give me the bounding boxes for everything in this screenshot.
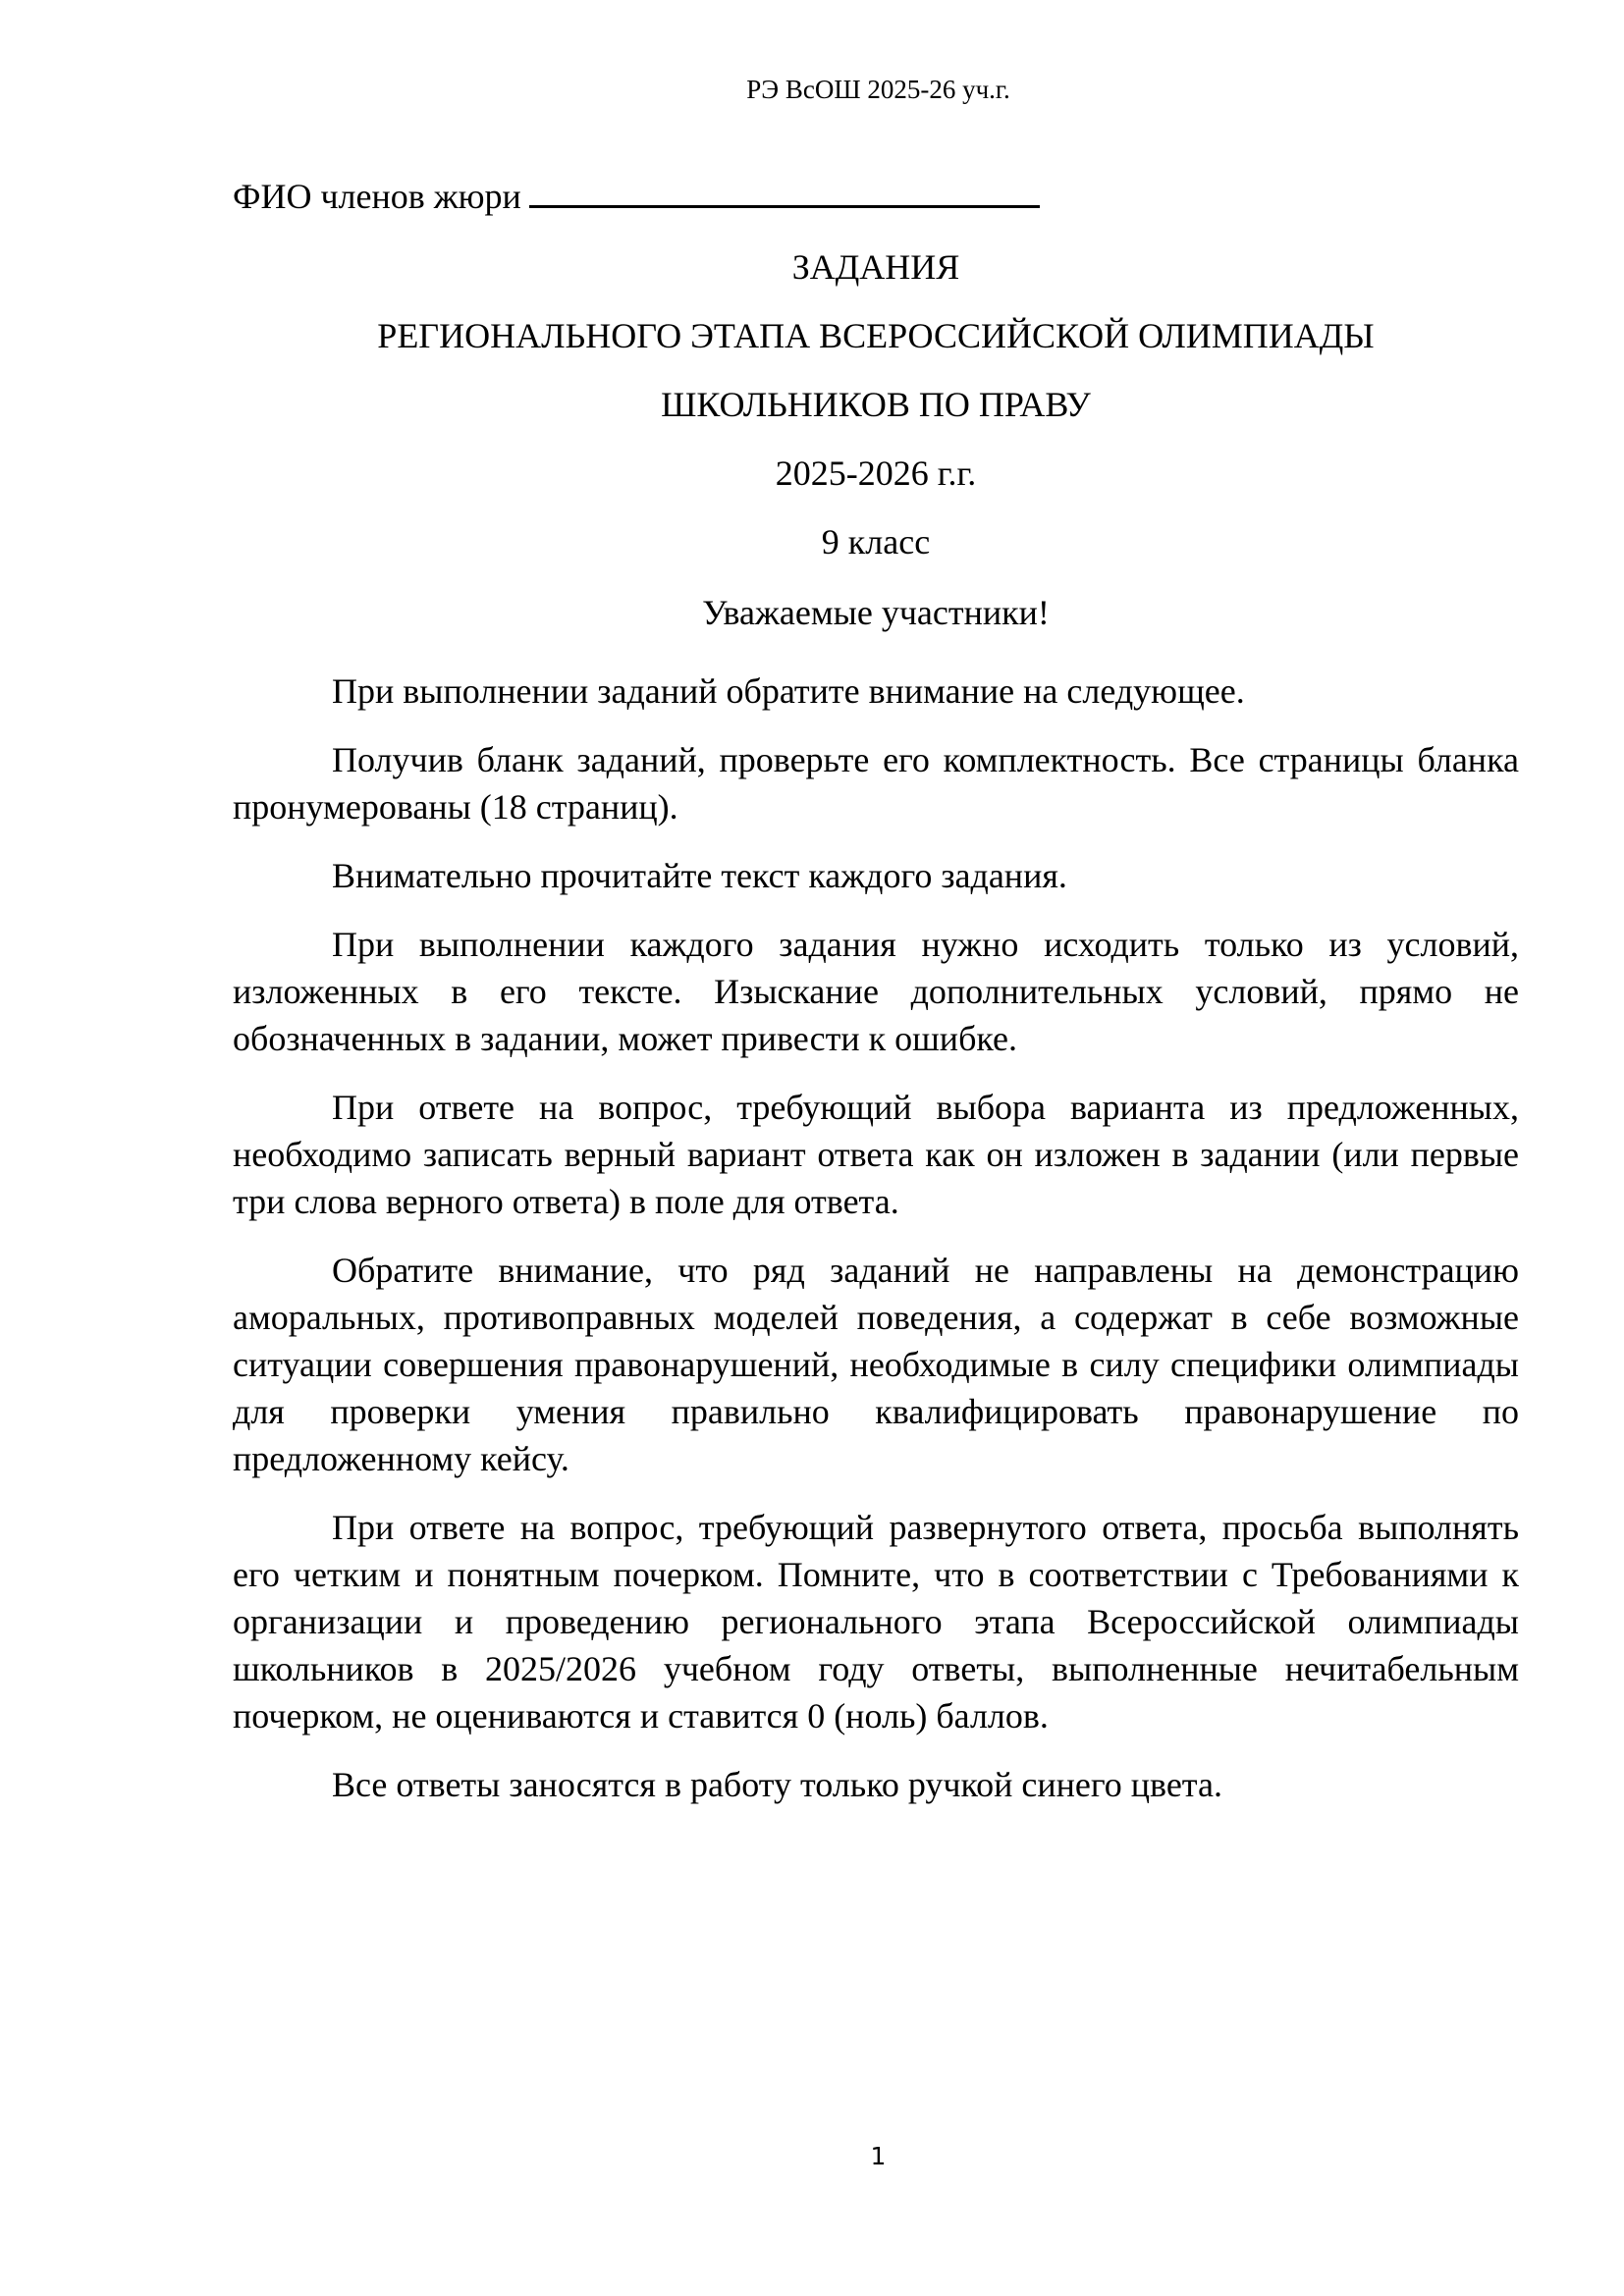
jury-names-row <box>233 173 1040 220</box>
page-number: 1 <box>870 2142 887 2170</box>
title-block <box>233 243 1519 658</box>
title-line-tasks: ЗАДАНИЯ <box>791 247 960 287</box>
instruction-paragraph: Все ответы заносятся в работу только ручкой синего цвета. <box>332 1765 1222 1804</box>
instruction-paragraph: При выполнении заданий обратите внимание на следующее. <box>332 671 1245 711</box>
instruction-paragraph: При ответе на вопрос, требующий развернутого ответа, просьба выполнять его четким и понятным почерком. Помните, что в соответствии с Требованиями к организации и проведению регионального этапа Всероссийской олимпиады школьников в 2025/2026 учебном году ответы, выполненные нечитабельным почерком, не оцениваются и ставится 0 (ноль) баллов. <box>233 1508 1519 1735</box>
title-line-stage: РЕГИОНАЛЬНОГО ЭТАПА ВСЕРОССИЙСКОЙ ОЛИМПИАДЫ <box>377 316 1375 355</box>
title-years: 2025-2026 г.г. <box>775 454 977 493</box>
running-header: РЭ ВсОШ 2025-26 уч.г. <box>746 75 1010 104</box>
jury-names-field[interactable] <box>529 176 1040 208</box>
instruction-paragraph: При выполнении каждого задания нужно исходить только из условий, изложенных в его тексте. Изыскание дополнительных условий, прямо не обозначенных в задании, может привести к ошибке. <box>233 925 1519 1058</box>
instruction-paragraph: Внимательно прочитайте текст каждого задания. <box>332 856 1067 895</box>
greeting: Уважаемые участники! <box>702 593 1050 632</box>
instructions <box>233 667 1519 1830</box>
title-grade: 9 класс <box>821 522 931 561</box>
instruction-paragraph: Получив бланк заданий, проверьте его комплектность. Все страницы бланка пронумерованы (18 страниц). <box>233 740 1519 827</box>
jury-names-label: ФИО членов жюри <box>233 177 521 216</box>
instruction-paragraph: Обратите внимание, что ряд заданий не направлены на демонстрацию аморальных, противоправных моделей поведения, а содержат в себе возможные ситуации совершения правонарушений, необходимые в силу специфики олимпиады для проверки умения правильно квалифицировать правонарушение по предложенному кейсу. <box>233 1251 1519 1478</box>
instruction-paragraph: При ответе на вопрос, требующий выбора варианта из предложенных, необходимо записать верный вариант ответа как он изложен в задании (или первые три слова верного ответа) в поле для ответа. <box>233 1088 1519 1221</box>
title-line-subject: ШКОЛЬНИКОВ ПО ПРАВУ <box>661 385 1091 424</box>
